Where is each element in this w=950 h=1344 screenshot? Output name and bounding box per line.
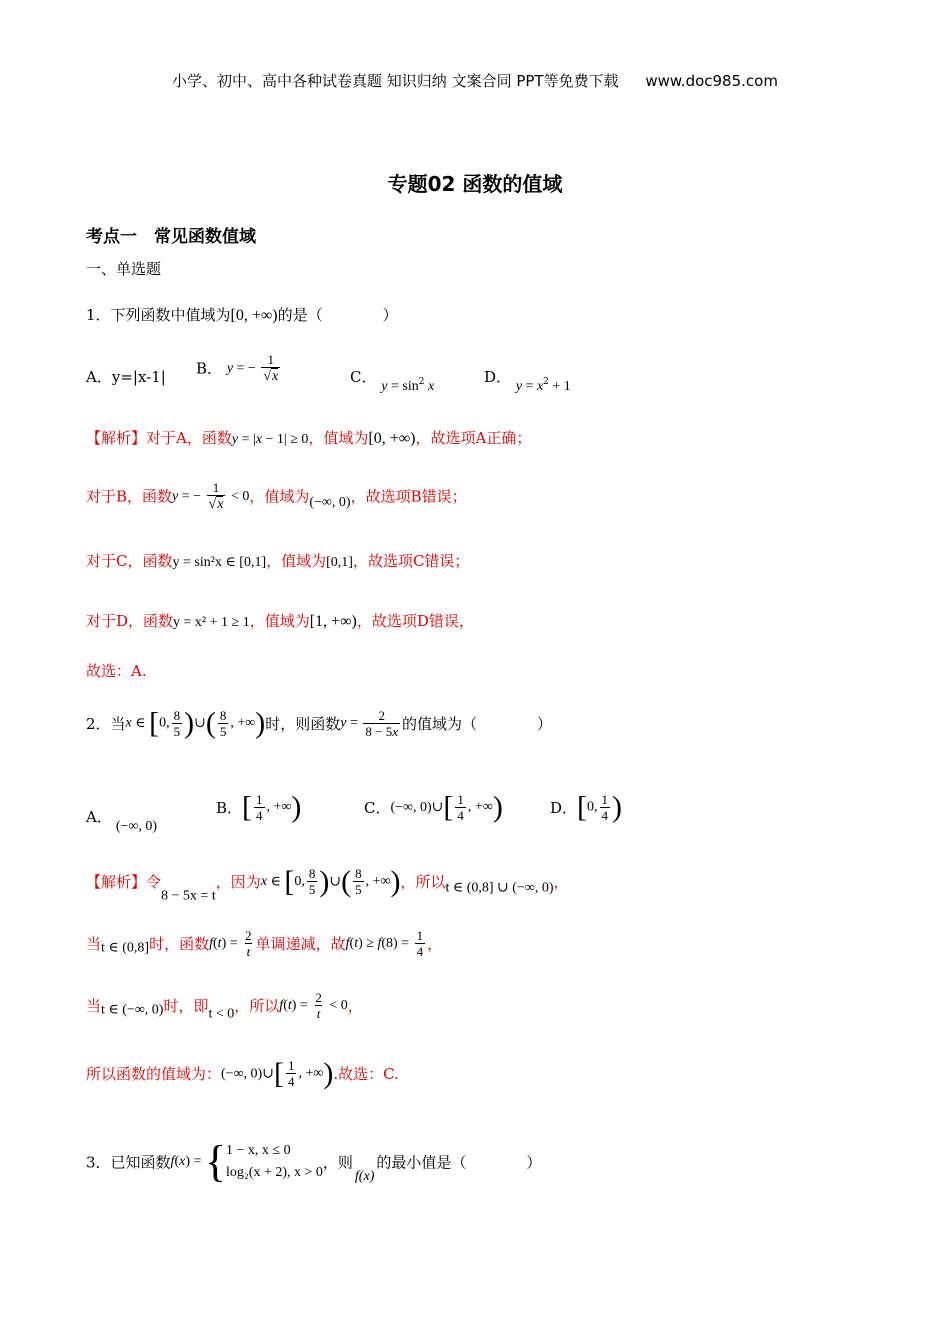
- q3-case-2: log₂(x + 2), x > 0: [226, 1165, 323, 1180]
- page-title: 专题02 函数的值域: [387, 172, 563, 196]
- q1-solution-line-1: 【解析】对于A，函数y = |x − 1| ≥ 0，值域为[0, +∞)，故选项A正确；: [86, 429, 532, 447]
- header-site-link[interactable]: www.doc985.com: [645, 72, 778, 90]
- q1-option-b: B． y = − $\frac{1}{√x}$: [196, 352, 279, 384]
- section-heading: 考点一 常见函数值域: [86, 227, 256, 247]
- q1-option-c: C． $y = \sin^2 x$: [350, 368, 435, 394]
- q2-solution-line-1: 【解析】令8 − 5x = t，因为x ∈ [0, $\frac{8}{5}$ )∪( $\frac{8}{5}$ , +∞)，所以t ∈ (0,8] ∪ (−∞, 0)，: [86, 864, 569, 904]
- q1-solution-line-3: 对于C，函数y = sin²x ∈ [0,1]，值域为[0,1]，故选项C错误；: [86, 552, 470, 570]
- q2-solution-line-3: 当t ∈ (−∞, 0)时，即t < 0，所以f(t) = $\frac{2}{t}$ < 0，: [86, 990, 363, 1022]
- header-text: 小学、初中、高中各种试卷真题 知识归纳 文案合同 PPT等免费下载: [172, 72, 619, 90]
- q1-interval: [0, +∞): [230, 307, 278, 324]
- page-header: [0, 70, 950, 91]
- q2-solution-line-4: 所以函数的值域为：(−∞, 0)∪[ $\frac{1}{4}$ , +∞).故选：C.: [86, 1056, 399, 1090]
- q1-option-a: A．y=|x-1|: [86, 368, 166, 386]
- q3-case-1: 1 − x, x ≤ 0: [226, 1143, 291, 1158]
- q2-option-b: B．[ $\frac{1}{4}$ , +∞): [216, 790, 302, 824]
- q2-option-d: D．[0, $\frac{1}{4}$ ): [550, 790, 623, 824]
- q1-stem: 1．下列函数中值域为[0, +∞)的是（ ）: [86, 306, 398, 324]
- q2-option-a: A．(−∞, 0): [86, 808, 158, 834]
- q1-solution-line-4: 对于D，函数y = x² + 1 ≥ 1，值域为[1, +∞)，故选项D错误，: [86, 612, 474, 630]
- subsection-heading: 一、单选题: [86, 260, 162, 278]
- q1-answer: 故选：A.: [86, 662, 147, 680]
- q3-stem: 3．已知函数f(x) = { 1 − x, x ≤ 0 log₂(x + 2), x > 0 ，则f(x)的最小值是（ ）: [86, 1137, 542, 1186]
- q1-option-d: D． $y = x^2 + 1$: [484, 368, 571, 394]
- q2-solution-line-2: 当t ∈ (0,8]时，函数f(t) = $\frac{2}{t}$ 单调递减，故f(t) ≥ f(8) = $\frac{1}{4}$ ，: [86, 928, 443, 959]
- q2-stem: 2．当x ∈ [0, $\frac{8}{5}$ )∪( $\frac{8}{5}$ , +∞)时，则函数y = $\frac{2}{8 - 5x}$ 的值域为（ ）: [86, 706, 553, 740]
- q2-option-c: C．(−∞, 0)∪[ $\frac{1}{4}$ , +∞): [364, 790, 503, 824]
- q1-solution-line-2: 对于B，函数y = − $\frac{1}{√x}$ < 0，值域为(−∞, 0)，故选项B错误；: [86, 480, 467, 512]
